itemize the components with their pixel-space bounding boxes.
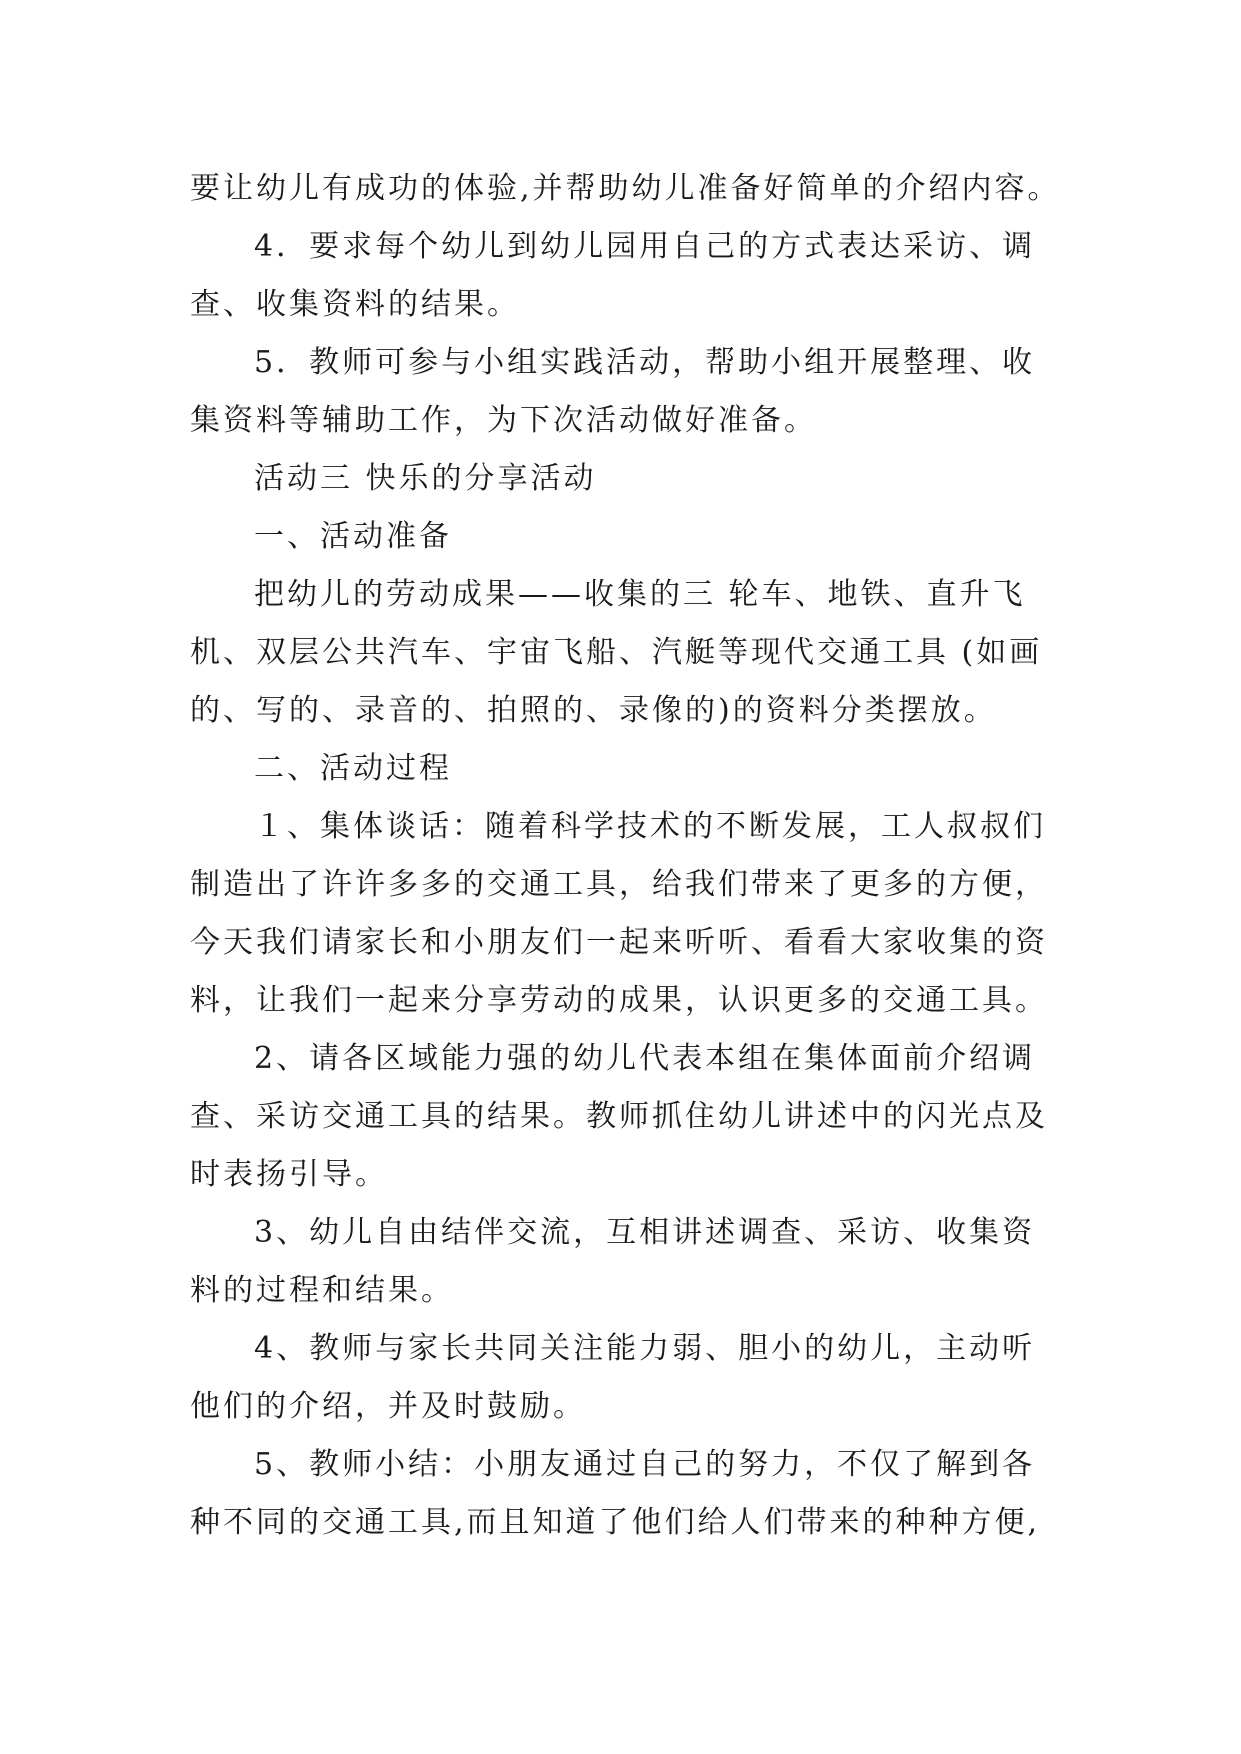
text-line: 5、教师小结：小朋友通过自己的努力，不仅了解到各 bbox=[254, 1447, 1036, 1482]
text-line: 3、幼儿自由结伴交流，互相讲述调查、采访、收集资 bbox=[254, 1215, 1036, 1250]
text-line: 要让幼儿有成功的体验,并帮助幼儿准备好简单的介绍内容。 bbox=[190, 171, 1061, 206]
text-line: 料的过程和结果。 bbox=[190, 1273, 454, 1308]
text-line: 制造出了许许多多的交通工具，给我们带来了更多的方便， bbox=[190, 867, 1048, 902]
text-line: 的、写的、录音的、拍照的、录像的)的资料分类摆放。 bbox=[190, 693, 997, 728]
text-line: 5．教师可参与小组实践活动，帮助小组开展整理、收 bbox=[254, 345, 1036, 380]
text-line: 他们的介绍，并及时鼓励。 bbox=[190, 1389, 586, 1424]
text-line: 活动三 快乐的分享活动 bbox=[254, 461, 597, 496]
text-line: 今天我们请家长和小朋友们一起来听听、看看大家收集的资 bbox=[190, 925, 1048, 960]
document-body bbox=[190, 160, 1090, 1552]
text-line: １、集体谈话：随着科学技术的不断发展，工人叔叔们 bbox=[254, 809, 1046, 844]
text-line: 查、采访交通工具的结果。教师抓住幼儿讲述中的闪光点及 bbox=[190, 1099, 1048, 1134]
text-line: 4．要求每个幼儿到幼儿园用自己的方式表达采访、调 bbox=[254, 229, 1036, 264]
text-line: 把幼儿的劳动成果——收集的三 轮车、地铁、直升飞 bbox=[254, 577, 1026, 612]
text-line: 时表扬引导。 bbox=[190, 1157, 388, 1192]
text-line: 查、收集资料的结果。 bbox=[190, 287, 520, 322]
text-line: 种不同的交通工具,而且知道了他们给人们带来的种种方便, bbox=[190, 1505, 1041, 1540]
text-line: 集资料等辅助工作，为下次活动做好准备。 bbox=[190, 403, 817, 438]
text-line: 一、活动准备 bbox=[254, 519, 452, 554]
text-line: 料，让我们一起来分享劳动的成果，认识更多的交通工具。 bbox=[190, 983, 1048, 1018]
text-line: 2、请各区域能力强的幼儿代表本组在集体面前介绍调 bbox=[254, 1041, 1036, 1076]
text-line: 二、活动过程 bbox=[254, 751, 452, 786]
text-line: 机、双层公共汽车、宇宙飞船、汽艇等现代交通工具 (如画 bbox=[190, 635, 1043, 670]
text-line: 4、教师与家长共同关注能力弱、胆小的幼儿，主动听 bbox=[254, 1331, 1036, 1366]
